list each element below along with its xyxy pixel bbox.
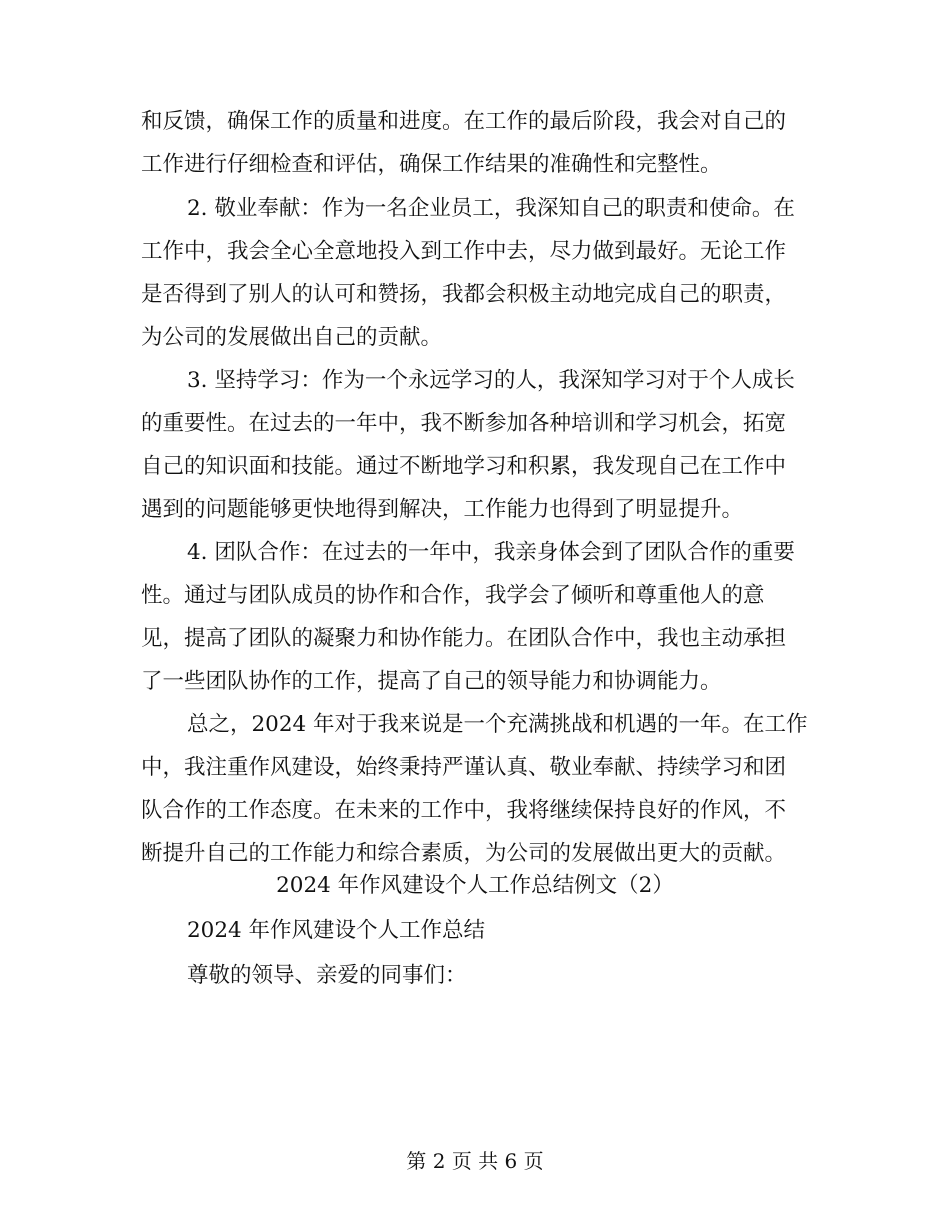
item4-line: 性。通过与团队成员的协作和合作，我学会了倾听和尊重他人的意 xyxy=(141,583,765,608)
section-title: 2024 年作风建设个人工作总结例文（2） xyxy=(276,873,674,898)
item2-line: 为公司的发展做出自己的贡献。 xyxy=(141,325,443,350)
conclusion-line: 队合作的工作态度。在未来的工作中，我将继续保持良好的作风，不 xyxy=(141,798,787,823)
item4-line: 了一些团队协作的工作，提高了自己的领导能力和协调能力。 xyxy=(141,669,722,694)
conclusion-line: 断提升自己的工作能力和综合素质，为公司的发展做出更大的贡献。 xyxy=(141,841,787,866)
item3-line: 3. 坚持学习：作为一个永远学习的人，我深知学习对于个人成长 xyxy=(187,368,795,393)
paragraph-line: 和反馈，确保工作的质量和进度。在工作的最后阶段，我会对自己的 xyxy=(141,109,787,134)
subtitle: 2024 年作风建设个人工作总结 xyxy=(187,918,486,943)
item2-line: 2. 敬业奉献：作为一名企业员工，我深知自己的职责和使命。在 xyxy=(187,196,795,221)
page-number: 第 2 页 共 6 页 xyxy=(406,1149,544,1173)
salutation: 尊敬的领导、亲爱的同事们： xyxy=(187,963,467,988)
paragraph-line: 工作进行仔细检查和评估，确保工作结果的准确性和完整性。 xyxy=(141,152,722,177)
item4-line: 见，提高了团队的凝聚力和协作能力。在团队合作中，我也主动承担 xyxy=(141,626,787,651)
item3-line: 的重要性。在过去的一年中，我不断参加各种培训和学习机会，拓宽 xyxy=(141,411,787,436)
item2-line: 是否得到了别人的认可和赞扬，我都会积极主动地完成自己的职责， xyxy=(141,282,787,307)
item3-line: 自己的知识面和技能。通过不断地学习和积累，我发现自己在工作中 xyxy=(141,454,787,479)
item3-line: 遇到的问题能够更快地得到解决，工作能力也得到了明显提升。 xyxy=(141,497,744,522)
conclusion-line: 总之，2024 年对于我来说是一个充满挑战和机遇的一年。在工作 xyxy=(187,712,808,737)
item2-line: 工作中，我会全心全意地投入到工作中去，尽力做到最好。无论工作 xyxy=(141,239,787,264)
conclusion-line: 中，我注重作风建设，始终秉持严谨认真、敬业奉献、持续学习和团 xyxy=(141,755,787,780)
item4-line: 4. 团队合作：在过去的一年中，我亲身体会到了团队合作的重要 xyxy=(187,540,795,565)
